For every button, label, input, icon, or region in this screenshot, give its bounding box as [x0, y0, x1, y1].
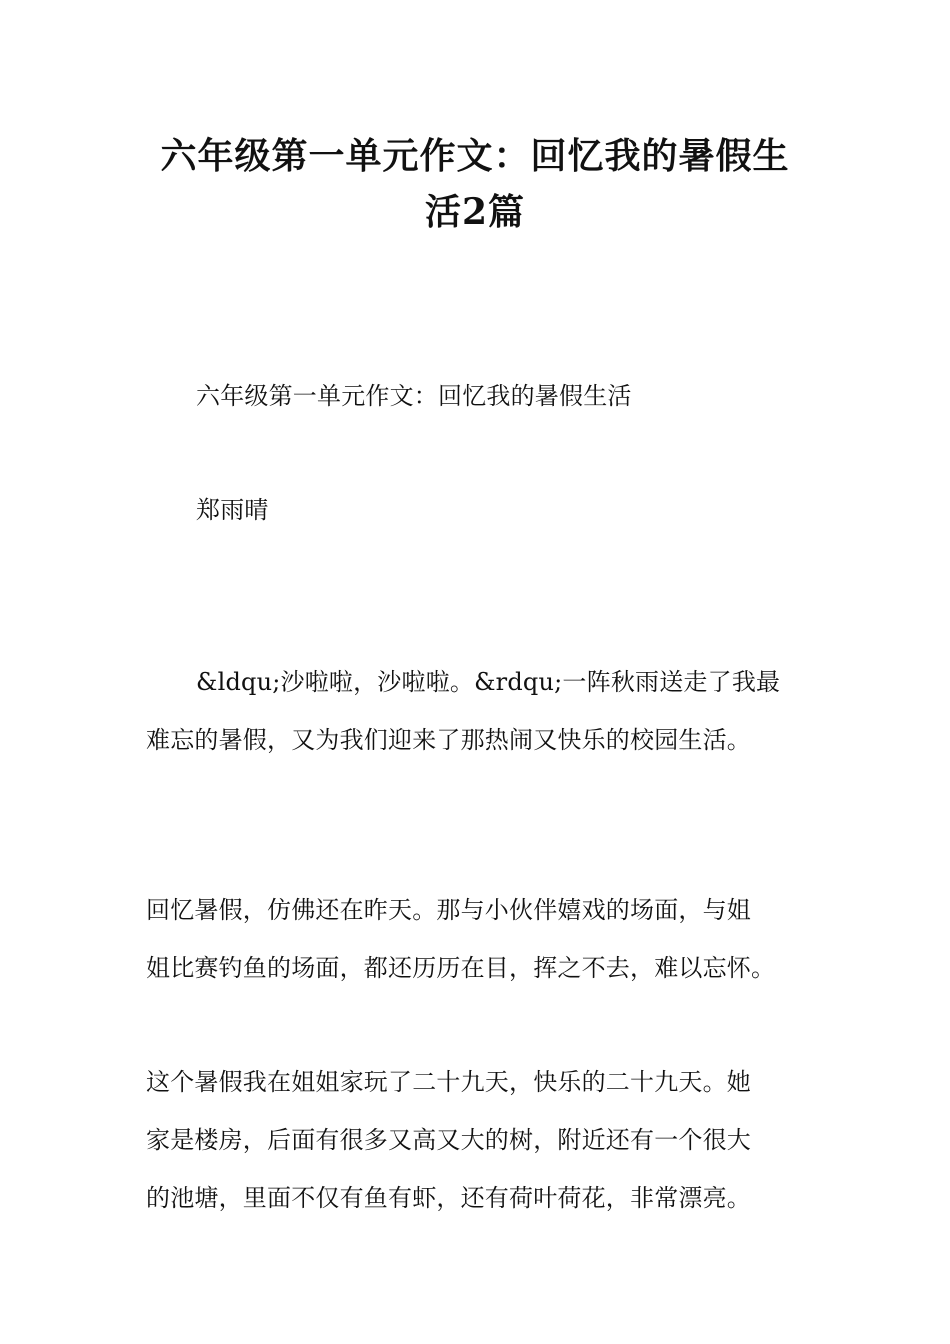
paragraph-line: 家是楼房，后面有很多又高又大的树，附近还有一个很大	[146, 1126, 751, 1154]
document-title-line-2: 活2篇	[424, 191, 526, 233]
paragraph-line: 难忘的暑假，又为我们迎来了那热闹又快乐的校园生活。	[146, 726, 751, 754]
document-title	[120, 128, 830, 240]
document-title-line-1: 六年级第一单元作文：回忆我的暑假生	[160, 135, 790, 177]
paragraph-line: &ldqu;沙啦啦，沙啦啦。&rdqu;一阵秋雨送走了我最	[196, 668, 781, 696]
author-name: 郑雨晴	[196, 496, 269, 524]
essay-subtitle: 六年级第一单元作文：回忆我的暑假生活	[196, 382, 632, 410]
paragraph-line: 这个暑假我在姐姐家玩了二十九天，快乐的二十九天。她	[146, 1068, 751, 1096]
paragraph-line: 姐比赛钓鱼的场面，都还历历在目，挥之不去，难以忘怀。	[146, 954, 776, 982]
paragraph-line: 回忆暑假，仿佛还在昨天。那与小伙伴嬉戏的场面，与姐	[146, 896, 751, 924]
paragraph-line: 的池塘，里面不仅有鱼有虾，还有荷叶荷花，非常漂亮。	[146, 1184, 751, 1212]
